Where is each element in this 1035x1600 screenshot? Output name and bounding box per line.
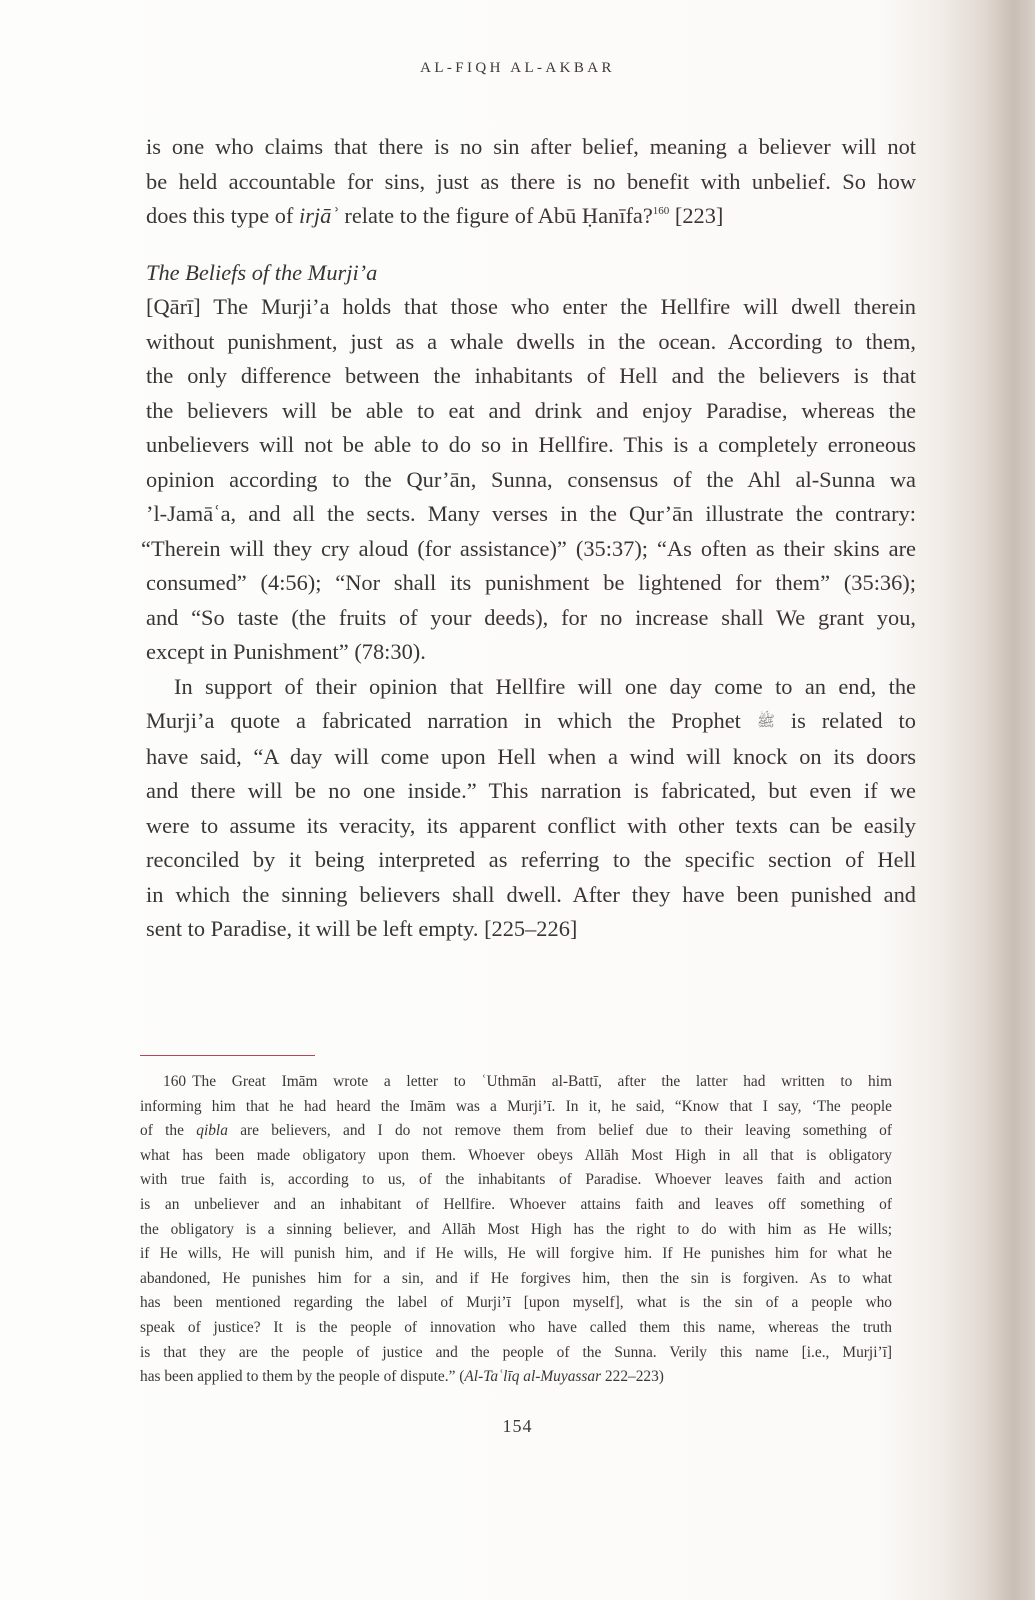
text-line: were to assume its veracity, its apparent conflict with other texts can be easily [146, 812, 916, 838]
footnote-line: is that they are the people of justice and the people of the Sunna. Verily this name [i.e., Murji’ī] [140, 1343, 892, 1361]
text-line: and “So taste (the fruits of your deeds), for no increase shall We grant you, [146, 604, 916, 630]
text-line: except in Punishment” (78:30). [146, 639, 426, 664]
footnote-line [140, 1070, 892, 1095]
footnote-line: informing him that he had heard the Imām was a Murji’ī. In it, he said, “Know that I say, ‘The people [140, 1097, 892, 1115]
text-line: consumed” (4:56); “Nor shall its punishment be lightened for them” (35:36); [146, 570, 916, 595]
term-qibla: qibla [196, 1122, 228, 1140]
paragraph-3 [146, 670, 916, 947]
footnote-160 [140, 1070, 892, 1390]
text-run: relate to the figure of Abū Ḥanīfa? [338, 203, 653, 228]
footnote-line: what has been made obligatory upon them. Whoever obeys Allāh Most High in all that is obligatory [140, 1146, 892, 1164]
footnote-divider [140, 1055, 315, 1056]
text-line: in which the sinning believers shall dwell. After they have been punished and [146, 881, 916, 907]
text-line: without punishment, just as a whale dwells in the ocean. According to them, [146, 328, 916, 354]
page-number: 154 [502, 1416, 533, 1436]
text-line: [Qārī] The Murji’a holds that those who enter the Hellfire will dwell therein [146, 294, 916, 319]
main-text [141, 130, 916, 947]
text-run: is related to [790, 708, 916, 733]
footnote-line: the obligatory is a sinning believer, and Allāh Most High has the right to do with him as He wills; [140, 1220, 892, 1238]
text-line: the only difference between the inhabitants of Hell and the believers is that [146, 363, 916, 388]
text-line: sent to Paradise, it will be left empty. [225–226] [146, 916, 578, 941]
text-line: ’l-Jamāʿa, and all the sects. Many verses in the Qur’ān illustrate the contrary: [146, 501, 916, 526]
text-run: 222–223) [601, 1368, 664, 1386]
text-line: the believers will be able to eat and drink and enjoy Paradise, whereas the [146, 397, 916, 423]
footnote-line: if He wills, He will punish him, and if He wills, He will forgive him. If He punishes him for what he [140, 1245, 892, 1263]
text-run: of the [140, 1122, 197, 1140]
footnote-line [140, 1119, 892, 1144]
text-line: and there will be no one inside.” This narration is fabricated, but even if we [146, 778, 916, 803]
text-line: unbelievers will not be able to do so in Hellfire. This is a completely erroneous [146, 432, 916, 457]
source-title: Al-Taʿlīq al-Muyassar [464, 1368, 602, 1386]
footnote-line: has been mentioned regarding the label of Murji’ī [upon myself], what is the sin of a people who [140, 1294, 892, 1312]
text-run: does this type of [146, 203, 299, 228]
text-run: The Great Imām wrote a letter to ʿUthmān al-Battī, after the latter had written to him [192, 1073, 892, 1090]
footnote-line: with true faith is, according to us, of the inhabitants of Paradise. Whoever leaves faith and action [140, 1171, 892, 1189]
text-line: reconciled by it being interpreted as referring to the specific section of Hell [146, 847, 916, 872]
text-line: In support of their opinion that Hellfire will one day come to an end, the [174, 673, 916, 699]
text-line: have said, “A day will come upon Hell when a wind will knock on its doors [146, 743, 916, 769]
footnote-line: is an unbeliever and an inhabitant of Hellfire. Whoever attains faith and leaves off something of [140, 1195, 892, 1213]
footnote-line: speak of justice? It is the people of innovation who have called them this name, whereas the truth [140, 1318, 892, 1336]
text-line: opinion according to the Qur’ān, Sunna, consensus of the Ahl al-Sunna wa [146, 466, 916, 492]
text-line [146, 199, 916, 234]
text-line: be held accountable for sins, just as there is no benefit with unbelief. So how [146, 168, 916, 194]
footnote-number: 160 [163, 1073, 187, 1090]
text-line: “Therein will they cry aloud (for assistance)” (35:37); “As often as their skins are [141, 535, 916, 561]
running-head: AL-FIQH AL-AKBAR [420, 60, 615, 76]
text-run: Murji’a quote a fabricated narration in which the Prophet [146, 708, 741, 733]
text-run: has been applied to them by the people of dispute.” ( [140, 1368, 465, 1386]
paragraph-1 [146, 130, 916, 234]
footnote-reference[interactable]: 160 [652, 205, 670, 217]
text-run: are believers, and I do not remove them from belief due to their leaving something of [227, 1122, 892, 1140]
text-line: is one who claims that there is no sin after belief, meaning a believer will not [146, 134, 916, 159]
text-line [146, 704, 916, 740]
footnote-line [140, 1365, 892, 1390]
term-irja: irjāʾ [299, 203, 339, 228]
salutation-glyph-icon: ﷺ [756, 714, 775, 730]
paragraph-2 [141, 290, 916, 670]
section-subheading: The Beliefs of the Murji’a [146, 259, 378, 285]
footnote-line: abandoned, He punishes him for a sin, and if He forgives him, then the sin is forgiven. As to what [140, 1269, 892, 1287]
page-reference: [223] [669, 203, 724, 228]
